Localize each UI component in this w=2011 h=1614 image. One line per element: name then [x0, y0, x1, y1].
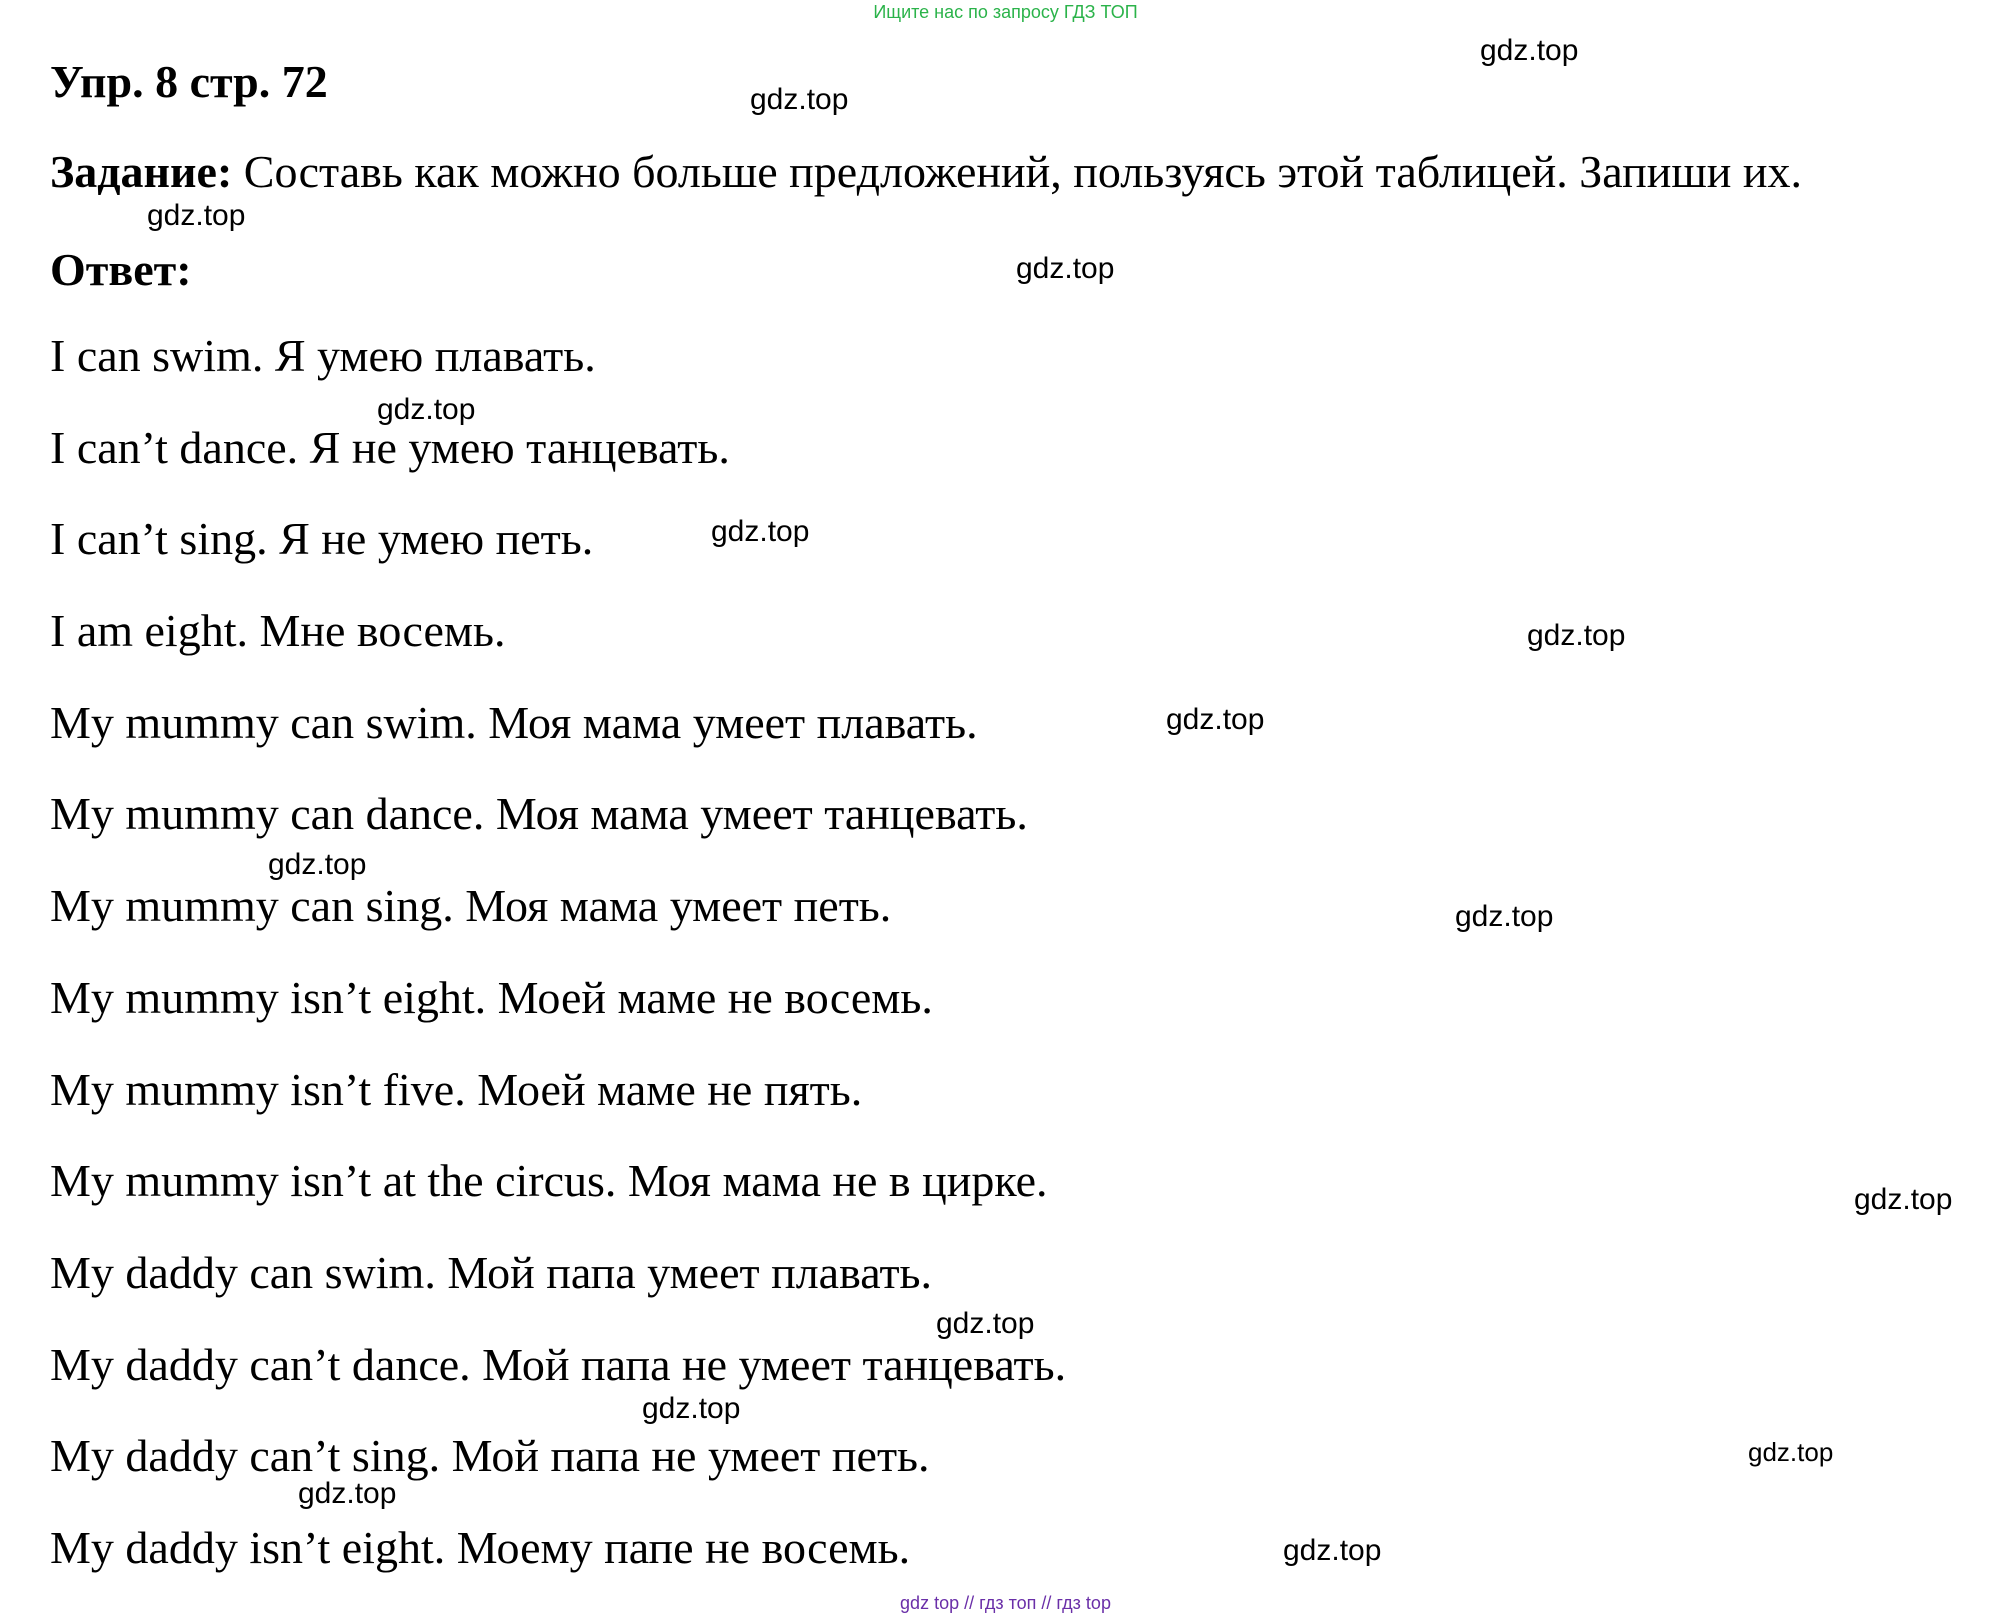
- answer-sentence: My daddy can’t sing. Мой папа не умеет петь.: [50, 1430, 930, 1482]
- answer-sentence-list: [50, 330, 1066, 1614]
- answer-sentence: My mummy isn’t eight. Моей маме не восемь.: [50, 971, 933, 1023]
- answer-sentence: My mummy can dance. Моя мама умеет танцевать.: [50, 788, 1028, 840]
- task-label: Задание:: [50, 146, 233, 197]
- watermark: gdz.top: [1748, 1437, 1834, 1467]
- watermark: gdz.top: [1283, 1534, 1382, 1567]
- answer-sentence: I can swim. Я умею плавать.: [50, 330, 596, 381]
- watermark: gdz.top: [711, 515, 810, 548]
- answer-sentence: My mummy isn’t at the circus. Моя мама не в цирке.: [50, 1155, 1048, 1207]
- answer-sentence: I can’t sing. Я не умею петь.: [50, 513, 594, 565]
- watermark: gdz.top: [1480, 34, 1579, 67]
- watermark: gdz.top: [642, 1392, 741, 1425]
- answer-sentence: My daddy can’t dance. Мой папа не умеет танцевать.: [50, 1338, 1067, 1390]
- answer-label: Ответ:: [50, 244, 192, 295]
- watermark: gdz.top: [268, 848, 367, 881]
- task-statement: [50, 145, 1802, 198]
- footer-links[interactable]: gdz top // гдз топ // гдз top: [900, 1593, 1111, 1613]
- answer-sentence: My mummy can swim. Моя мама умеет плавать.: [50, 696, 978, 748]
- watermark: gdz.top: [147, 199, 246, 232]
- watermark: gdz.top: [750, 83, 849, 116]
- watermark: gdz.top: [936, 1307, 1035, 1340]
- watermark: gdz.top: [1166, 703, 1265, 736]
- watermark: gdz.top: [1527, 619, 1626, 652]
- answer-sentence: My daddy isn’t eight. Моему папе не восемь.: [50, 1521, 911, 1573]
- answer-sentence: My mummy isn’t five. Моей маме не пять.: [50, 1063, 863, 1115]
- top-banner-link[interactable]: Ищите нас по запросу ГДЗ ТОП: [873, 2, 1138, 22]
- watermark: gdz.top: [1455, 900, 1554, 933]
- watermark: gdz.top: [298, 1477, 397, 1510]
- task-text: Составь как можно больше предложений, пользуясь этой таблицей. Запиши их.: [232, 146, 1802, 197]
- watermark: gdz.top: [1854, 1183, 1953, 1216]
- watermark: gdz.top: [377, 393, 476, 426]
- watermark: gdz.top: [1016, 252, 1115, 285]
- exercise-title: Упр. 8 стр. 72: [50, 56, 328, 107]
- answer-sentence: I am eight. Мне восемь.: [50, 605, 506, 657]
- answer-sentence: My daddy can swim. Мой папа умеет плавать.: [50, 1246, 933, 1298]
- answer-sentence: My mummy can sing. Моя мама умеет петь.: [50, 880, 892, 932]
- answer-sentence: I can’t dance. Я не умею танцевать.: [50, 421, 730, 473]
